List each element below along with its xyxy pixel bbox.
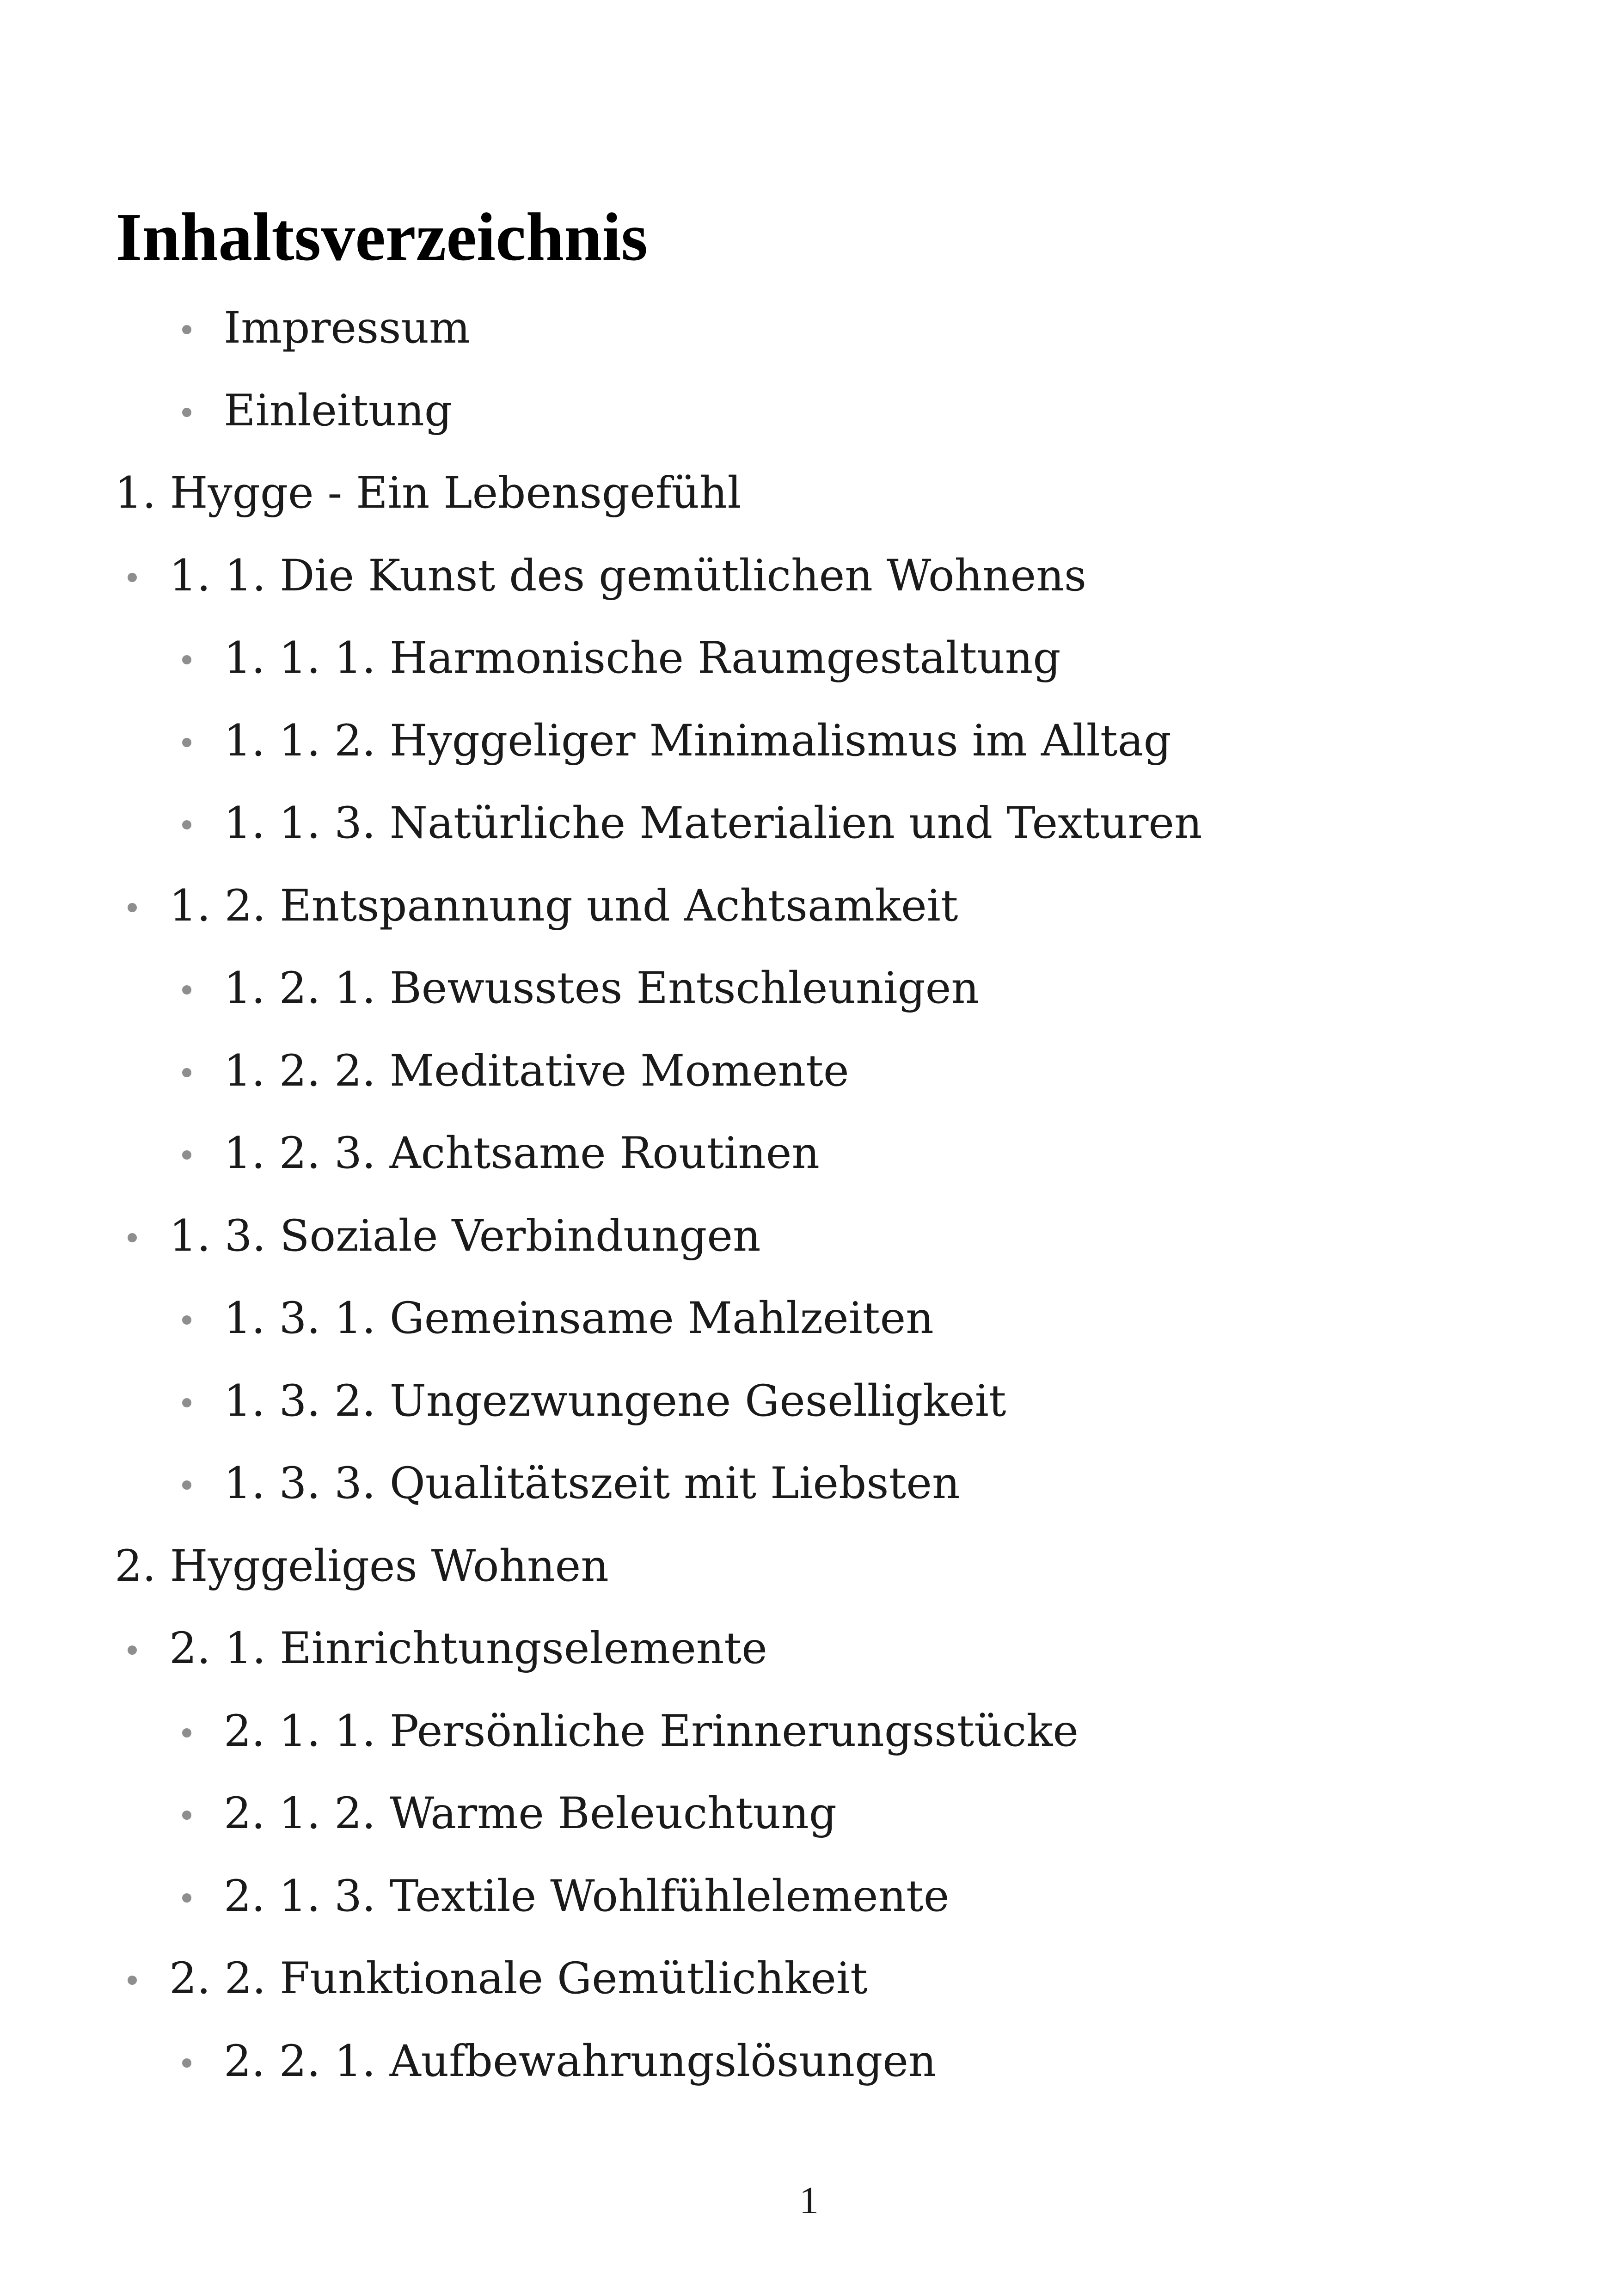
toc-entry[interactable] — [182, 1284, 934, 1353]
toc-entry[interactable] — [182, 789, 1202, 858]
bullet-icon — [182, 325, 191, 334]
toc-entry-label: 1. 3. 2. Ungezwungene Geselligkeit — [224, 1376, 1006, 1426]
bullet-icon — [128, 1976, 137, 1985]
toc-entry[interactable] — [182, 1449, 960, 1518]
bullet-icon — [182, 820, 191, 829]
toc-entry-label: 2. 1. 2. Warme Beleuchtung — [224, 1788, 837, 1839]
toc-entry[interactable] — [128, 541, 1086, 611]
toc-entry-label: 1. 1. Die Kunst des gemütlichen Wohnens — [169, 551, 1087, 601]
toc-entry-label: 1. 2. 1. Bewusstes Entschleunigen — [224, 963, 979, 1013]
toc-entry[interactable] — [128, 872, 958, 941]
toc-entry-label: 1. 1. 2. Hyggeliger Minimalismus im Alltag — [224, 716, 1171, 766]
toc-entry[interactable] — [115, 1532, 609, 1601]
page-title: Inhaltsverzeichnis — [116, 199, 648, 275]
bullet-icon — [182, 655, 191, 664]
toc-entry-label: 1. 3. 1. Gemeinsame Mahlzeiten — [224, 1293, 934, 1344]
page-number: 1 — [799, 2179, 819, 2222]
toc-entry-label: 1. Hygge - Ein Lebensgefühl — [115, 468, 742, 518]
bullet-icon — [182, 1893, 191, 1903]
toc-entry[interactable] — [128, 1614, 767, 1683]
toc-entry-label: 1. 3. 3. Qualitätszeit mit Liebsten — [224, 1458, 960, 1509]
toc-entry-label: 2. 2. Funktionale Gemütlichkeit — [169, 1953, 868, 2004]
toc-entry[interactable] — [115, 459, 742, 528]
toc-entry-label: 1. 1. 1. Harmonische Raumgestaltung — [224, 633, 1061, 683]
bullet-icon — [128, 903, 137, 912]
toc-entry-label: 1. 3. Soziale Verbindungen — [169, 1211, 761, 1261]
toc-entry[interactable] — [182, 294, 470, 363]
bullet-icon — [182, 1480, 191, 1490]
toc-entry[interactable] — [182, 1367, 1006, 1436]
toc-entry[interactable] — [182, 376, 452, 446]
toc-entry-label: 1. 1. 3. Natürliche Materialien und Texturen — [224, 798, 1202, 848]
toc-entry-label: 1. 2. 3. Achtsame Routinen — [224, 1128, 820, 1179]
toc-entry-label: 2. 2. 1. Aufbewahrungslösungen — [224, 2036, 937, 2087]
toc-entry[interactable] — [182, 1779, 837, 1848]
bullet-icon — [182, 1068, 191, 1077]
toc-entry[interactable] — [182, 1037, 849, 1106]
bullet-icon — [182, 985, 191, 995]
bullet-icon — [182, 1398, 191, 1407]
toc-entry[interactable] — [182, 1862, 950, 1931]
bullet-icon — [182, 738, 191, 747]
bullet-icon — [182, 408, 191, 417]
toc-entry[interactable] — [128, 1944, 868, 2014]
bullet-icon — [128, 1645, 137, 1655]
toc-entry[interactable] — [182, 1697, 1079, 1766]
toc-entry-label: Einleitung — [224, 386, 453, 436]
toc-entry[interactable] — [182, 954, 979, 1023]
toc-entry[interactable] — [182, 2027, 937, 2096]
toc-entry[interactable] — [182, 1119, 820, 1188]
toc-entry-label: 2. Hyggeliges Wohnen — [115, 1541, 609, 1591]
bullet-icon — [182, 1728, 191, 1737]
toc-entry-label: 2. 1. 3. Textile Wohlfühlelemente — [224, 1871, 950, 1922]
bullet-icon — [182, 1315, 191, 1325]
toc-entry-label: 1. 2. 2. Meditative Momente — [224, 1046, 849, 1096]
toc-entry-label: 2. 1. 1. Persönliche Erinnerungsstücke — [224, 1706, 1079, 1756]
bullet-icon — [182, 1811, 191, 1820]
bullet-icon — [128, 573, 137, 582]
bullet-icon — [128, 1233, 137, 1242]
bullet-icon — [182, 2058, 191, 2068]
toc-entry-label: 1. 2. Entspannung und Achtsamkeit — [169, 881, 958, 931]
toc-entry[interactable] — [182, 706, 1171, 776]
toc-entry[interactable] — [182, 624, 1061, 693]
toc-entry-label: Impressum — [224, 303, 471, 353]
bullet-icon — [182, 1150, 191, 1160]
toc-entry-label: 2. 1. Einrichtungselemente — [169, 1623, 767, 1674]
toc-entry[interactable] — [128, 1202, 761, 1271]
